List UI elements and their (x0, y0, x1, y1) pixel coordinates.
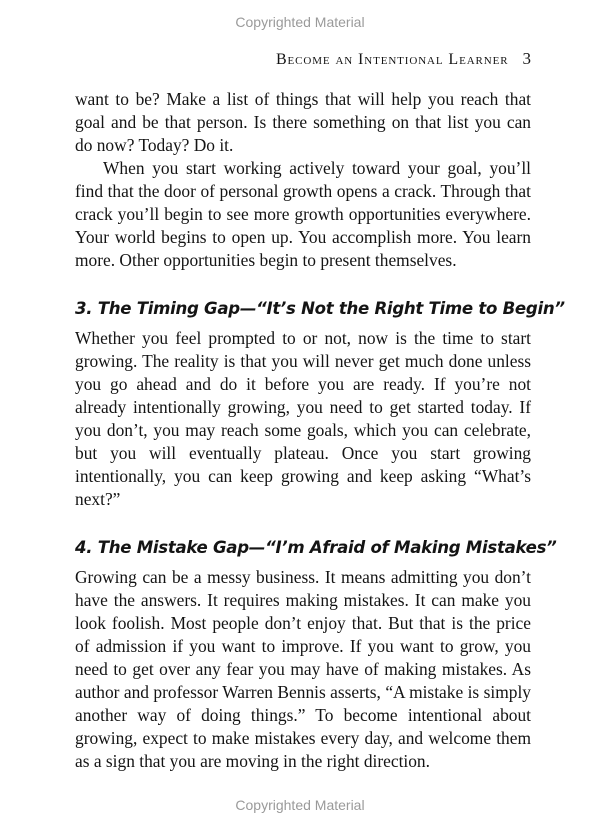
copyright-watermark-top: Copyrighted Material (235, 14, 365, 30)
paragraph-mistake-gap: Growing can be a messy business. It means admitting you don’t have the answers. It requires making mistakes. It can make you look foolish. Most people don’t enjoy that. But that is the price of admission if you want to improve. If you want to grow, you need to get over any fear you may have of making mistakes. As author and professor Warren Bennis asserts, “A mistake is simply another way of doing things.” To become intentional about growing, expect to make mistakes every day, and welcome them as a sign that you are moving in the right direction. (75, 567, 531, 771)
section-heading-timing-gap: 3. The Timing Gap—“It’s Not the Right Time to Begin” (75, 299, 565, 318)
running-head (75, 49, 531, 69)
running-head-title: Become an Intentional Learner (275, 51, 509, 68)
page-number: 3 (522, 49, 531, 68)
copyright-watermark-bottom: Copyrighted Material (235, 797, 365, 813)
page-body (75, 88, 565, 773)
paragraph-growth-door: When you start working actively toward your goal, you’ll find that the door of personal growth opens a crack. Through that crack you’ll begin to see more growth opportunities everywhere. Your world begins to open up. You accomplish more. You learn more. Other opportunities begin to present themselves. (75, 158, 531, 270)
paragraph-timing-gap: Whether you feel prompted to or not, now is the time to start growing. The reality is that you will never get much done unless you go ahead and do it before you are ready. If you’re not already intentionally growing, you need to get started today. If you don’t, you may reach some goals, which you can celebrate, but you will eventually plateau. Once you start growing intentionally, you can keep growing and keep asking “What’s next?” (75, 328, 531, 509)
section-heading-mistake-gap: 4. The Mistake Gap—“I’m Afraid of Making Mistakes” (75, 538, 557, 557)
paragraph-continued: want to be? Make a list of things that will help you reach that goal and be that person. Is there something on that list you can do now? Today? Do it. (75, 89, 531, 155)
